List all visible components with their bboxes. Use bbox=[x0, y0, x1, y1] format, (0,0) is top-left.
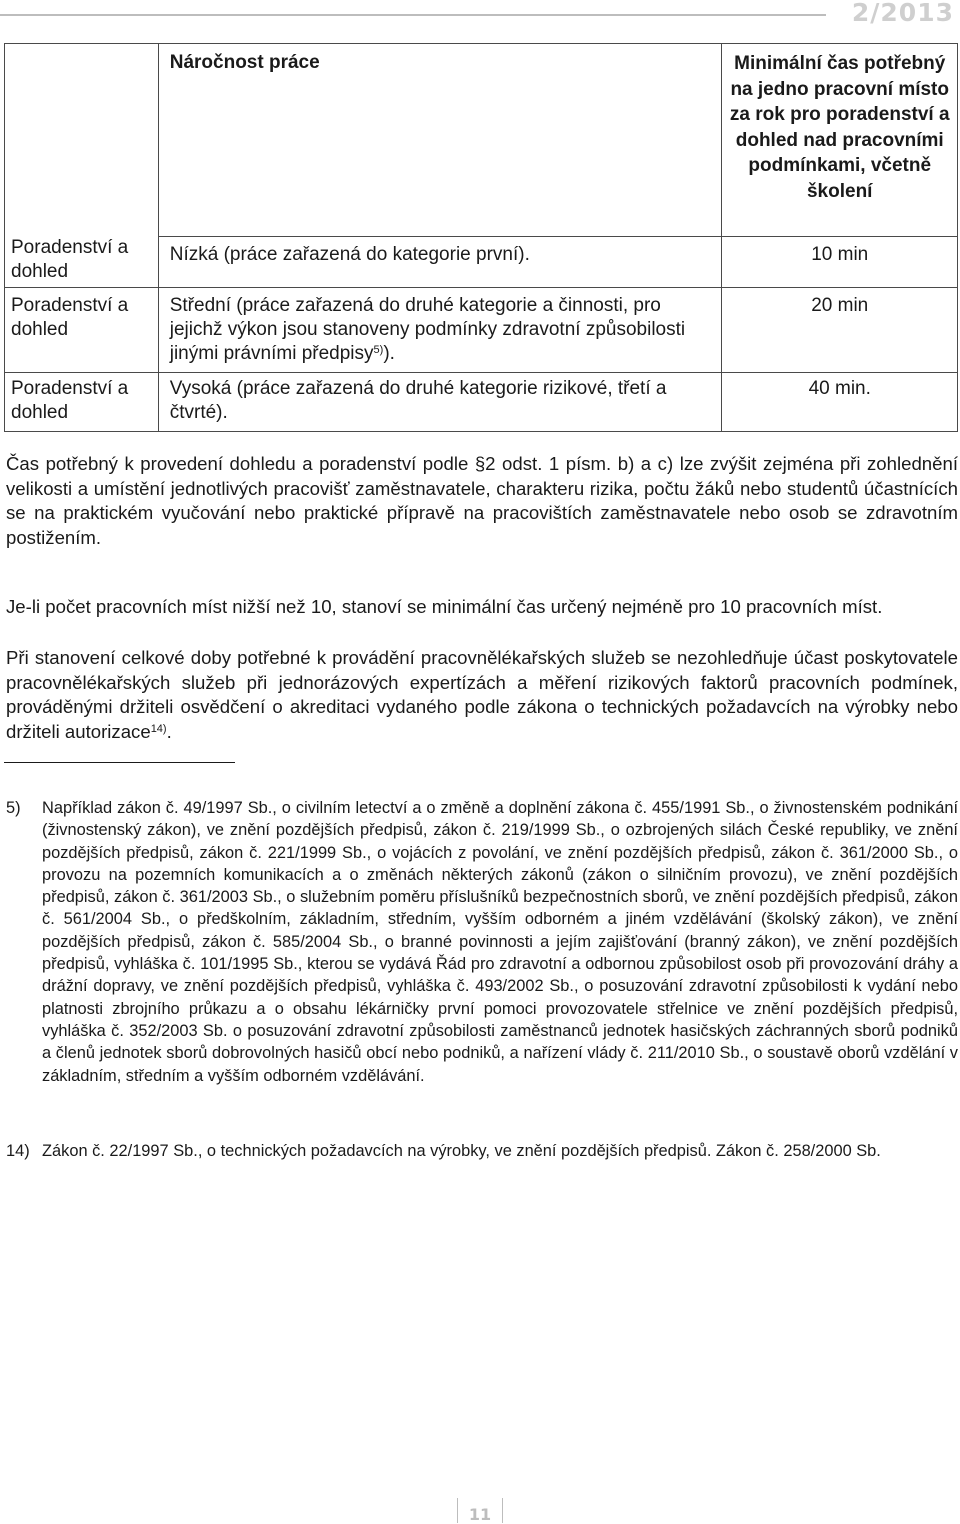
row-description bbox=[158, 288, 722, 373]
row-type-label: Poradenství a dohled bbox=[11, 295, 129, 340]
footnote-text: Například zákon č. 49/1997 Sb., o civilním letectví a o změně a doplnění zákona č. 455/1991 Sb., o živnostenském podnikání (živnostenský zákon), ve znění pozdějších předpisů, zákon č. 219/1999 Sb., o ozbrojených silách České republiky, ve znění pozdějších předpisů, zákon č. 221/1999 Sb., o vojácích z povolání, ve znění pozdějších předpisů, zákon č. 361/2000 Sb., o provozu na pozemních komunikacích a o změnách některých zákonů (zákon o silničním provozu), ve znění pozdějších předpisů, zákon č. 361/2003 Sb., o služebním poměru příslušníků bezpečnostních sborů, ve znění pozdějších předpisů, zákon č. 561/2004 Sb., o předškolním, základním, středním, vyšším odborném a jiném vzdělávání (školský zákon), ve znění pozdějších předpisů, zákon č. 585/2004 Sb., o branné povinnosti a jejím zajišťování (branný zákon), ve znění pozdějších předpisů, vyhláška č. 101/1995 Sb., kterou se vydává Řád pro zdravotní a odbornou způsobilost osob při provozování dráhy a drážní dopravy, ve znění pozdějších předpisů, vyhláška č. 493/2002 Sb., o posuzování zdravotní způsobilosti k vydání nebo platnosti zbrojního průkazu a o obsahu lékárničky první pomoci provozovatele střelnice ve znění pozdějších předpisů, vyhláška č. 352/2003 Sb. o posuzování zdravotní způsobilosti zaměstnanců jednotek hasičských záchranných sborů podniků a členů jednotek sborů dobrovolných hasičů obcí nebo podniků, a nařízení vlády č. 211/2010 Sb., o soustavě oborů vzdělání v základním, středním a vyšším odborném vzdělávání. bbox=[42, 799, 958, 1085]
footnote-number: 14) bbox=[6, 1142, 30, 1160]
footnote-text: Zákon č. 22/1997 Sb., o technických požadavcích na výrobky, ve znění pozdějších předpisů. Zákon č. 258/2000 Sb. bbox=[42, 1142, 881, 1160]
footnote-5 bbox=[6, 797, 958, 1087]
header-min-time: Minimální čas potřebný na jedno pracovní místo za rok pro poradenství a dohled nad pracovními podmínkami, včetně školení bbox=[722, 44, 958, 237]
footnote-ref: 14) bbox=[150, 722, 167, 735]
paragraph-total-time-tail: . bbox=[166, 720, 172, 742]
footnote-ref: 5) bbox=[373, 344, 384, 356]
row-description: Nízká (práce zařazená do kategorie první). bbox=[158, 237, 722, 288]
footnote-14 bbox=[6, 1140, 958, 1162]
row-description: Vysoká (práce zařazená do druhé kategorie rizikové, třetí a čtvrté). bbox=[158, 373, 722, 432]
table-row bbox=[5, 288, 958, 373]
header-difficulty: Náročnost práce bbox=[158, 44, 722, 237]
paragraph-time-increase: Čas potřebný k provedení dohledu a poradenství podle §2 odst. 1 písm. b) a c) lze zvýšit zejména při zohlednění velikosti a umístění jednotlivých pracovišť zaměstnavatele, charakteru rizika, počtu žáků nebo studentů účastnících se na praktickém vyučování nebo praktické přípravě na pracovištích zaměstnavatele nebo osob se zdravotním postižením. bbox=[6, 453, 958, 548]
paragraph-total-time-text: Při stanovení celkové doby potřebné k provádění pracovnělékařských služeb se nezohledňuje účast poskytovatele pracovnělékařských služeb při jednorázových expertízách a měření rizikových faktorů pracovních podmínek, prováděnými držiteli osvědčení o akreditaci vydaného podle zákona o technických požadavcích na výrobky nebo držiteli autorizace bbox=[6, 647, 958, 742]
row-time: 40 min. bbox=[722, 373, 958, 432]
table-row bbox=[5, 373, 958, 432]
row-type-label: Poradenství a dohled bbox=[11, 237, 129, 282]
table-header-row bbox=[5, 44, 958, 237]
row-type-cell bbox=[5, 44, 159, 288]
row-description-text: Střední (práce zařazená do druhé kategorie a činnosti, pro jejichž výkon jsou stanoveny podmínky zdravotní způsobilosti jinými právními předpisy bbox=[169, 295, 686, 364]
paragraph-total-time bbox=[6, 646, 958, 744]
requirements-table bbox=[4, 43, 958, 432]
page-number: 11 bbox=[468, 1505, 492, 1524]
paragraph-min-workplaces: Je-li počet pracovních míst nižší než 10, stanoví se minimální čas určený nejméně pro 10 pracovních míst. bbox=[6, 596, 883, 617]
issue-number: 2/2013 bbox=[851, 0, 954, 27]
row-type-cell bbox=[5, 373, 159, 432]
row-time: 20 min bbox=[722, 288, 958, 373]
footnote-number: 5) bbox=[6, 799, 21, 817]
row-time: 10 min bbox=[722, 237, 958, 288]
header-rule bbox=[0, 14, 826, 16]
row-type-label: Poradenství a dohled bbox=[11, 378, 129, 423]
row-type-cell bbox=[5, 288, 159, 373]
footnote-separator bbox=[4, 762, 235, 763]
row-description-tail: ). bbox=[383, 343, 395, 364]
